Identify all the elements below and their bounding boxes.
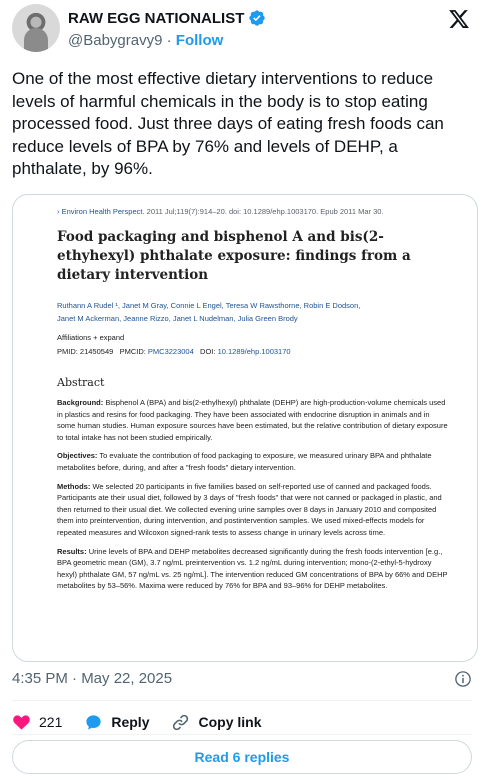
methods-label: Methods:	[57, 481, 91, 491]
authors-line-1: Ruthann A Rudel ¹, Janet M Gray, Connie L Engel, Teresa W Rawsthorne, Robin E Dodson,	[57, 301, 361, 310]
read-replies-button[interactable]: Read 6 replies	[12, 740, 472, 774]
avatar[interactable]	[12, 4, 60, 52]
paper-ids	[57, 347, 449, 356]
copy-link-button[interactable]	[171, 713, 261, 732]
tweet-image[interactable]	[12, 194, 478, 662]
citation: 2011 Jul;119(7):914–20. doi: 10.1289/ehp.1003170. Epub 2011 Mar 30.	[146, 207, 384, 216]
action-bar	[12, 710, 262, 734]
pmid: PMID: 21450549	[57, 347, 114, 356]
results-label: Results:	[57, 546, 87, 556]
x-logo-icon[interactable]	[448, 8, 470, 30]
author-name-row	[68, 9, 266, 27]
results-paragraph	[57, 546, 449, 592]
pmcid: PMC3223004	[147, 347, 194, 356]
affiliations: Affiliations + expand	[57, 333, 125, 342]
follow-button[interactable]: Follow	[175, 32, 224, 49]
methods-text: We selected 20 participants in five families based on self-reported use of canned and packaged foods. Participants ate their usual diet, followed by 3 days of "fresh foods" that were not canned or packaged in plastic, and then returned to their usual diet. We collected evening urine samples over 8 days in January 2010 and composited them into preintervention, during intervention, and postintervention samples. We used mixed-effects models for repeated measures and Wilcoxon signed-rank tests to assess change in urinary levels across time.	[57, 481, 442, 537]
handle-row	[68, 32, 223, 49]
reply-button[interactable]	[84, 713, 149, 732]
link-icon	[171, 713, 190, 732]
like-count: 221	[39, 714, 63, 730]
abstract-heading: Abstract	[57, 376, 105, 389]
journal-name: Environ Health Perspect.	[61, 207, 145, 216]
methods-paragraph	[57, 481, 449, 539]
pmcid-label: PMCID:	[119, 347, 146, 356]
timestamp[interactable]: 4:35 PM · May 22, 2025	[12, 670, 173, 687]
doi-label: DOI:	[200, 347, 216, 356]
heart-icon	[12, 713, 31, 732]
background-label: Background:	[57, 398, 104, 407]
results-text: Urine levels of BPA and DEHP metabolites decreased significantly during the fresh foods intervention [e.g., BPA geometric mean (GM), 3.7 ng/mL preintervention vs. 1.2 ng/mL during intervention; mono-(2-ethyl-5-hydroxy hexyl) phthalate GM, 57 ng/mL vs. 25 ng/mL]. The intervention reduced GM concentrations of BPA by 66% and DEHP metabolites by 53–56%. Maxima were reduced by 76% for BPA and 93–96% for DEHP metabolites.	[57, 546, 448, 591]
reply-bubble-icon	[84, 713, 103, 732]
objectives-paragraph	[57, 450, 449, 473]
paper-title: Food packaging and bisphenol A and bis(2-ethyhexyl) phthalate exposure: findings from a dietary intervention	[57, 229, 411, 283]
author-handle[interactable]: @Babygravy9	[68, 32, 163, 49]
copy-link-label: Copy link	[198, 714, 262, 730]
tweet-body: One of the most effective dietary interventions to reduce levels of harmful chemicals in the body is to stop eating processed food. Just three days of eating fresh foods can reduce levels of BPA by 76% and levels of DEHP, a phthalate, by 96%.	[12, 69, 444, 178]
doi: 10.1289/ehp.1003170	[217, 347, 291, 356]
reply-label: Reply	[111, 714, 150, 730]
verified-badge-icon	[248, 9, 266, 27]
paper-authors	[57, 299, 449, 325]
divider	[12, 700, 472, 701]
tweet-header	[12, 4, 472, 56]
journal-prefix: ›	[57, 207, 60, 216]
objectives-text: To evaluate the contribution of food packaging to exposure, we measured urinary BPA and phthalate metabolites before, during, and after a "fresh foods" dietary intervention.	[57, 451, 432, 472]
background-paragraph	[57, 397, 449, 443]
author-name[interactable]: RAW EGG NATIONALIST	[68, 9, 245, 27]
divider	[12, 734, 472, 735]
objectives-label: Objectives:	[57, 451, 98, 461]
journal-citation	[57, 207, 449, 216]
paper-screenshot	[57, 207, 449, 599]
like-button[interactable]	[12, 713, 62, 732]
info-icon[interactable]	[454, 670, 472, 688]
background-text: Bisphenol A (BPA) and bis(2-ethylhexyl) phthalate (DEHP) are high-production-volume chemicals used in plastics and resins for food packaging. They have been associated with endocrine disruption in animals and in some human studies. Human exposure sources have been estimated, but the relative contribution of dietary exposure to total intake has not been studied empirically.	[57, 398, 448, 442]
authors-line-2: Janet M Ackerman, Jeanne Rizzo, Janet L Nudelman, Julia Green Brody	[57, 314, 298, 323]
separator: ·	[166, 32, 172, 49]
tweet-text	[12, 68, 472, 181]
